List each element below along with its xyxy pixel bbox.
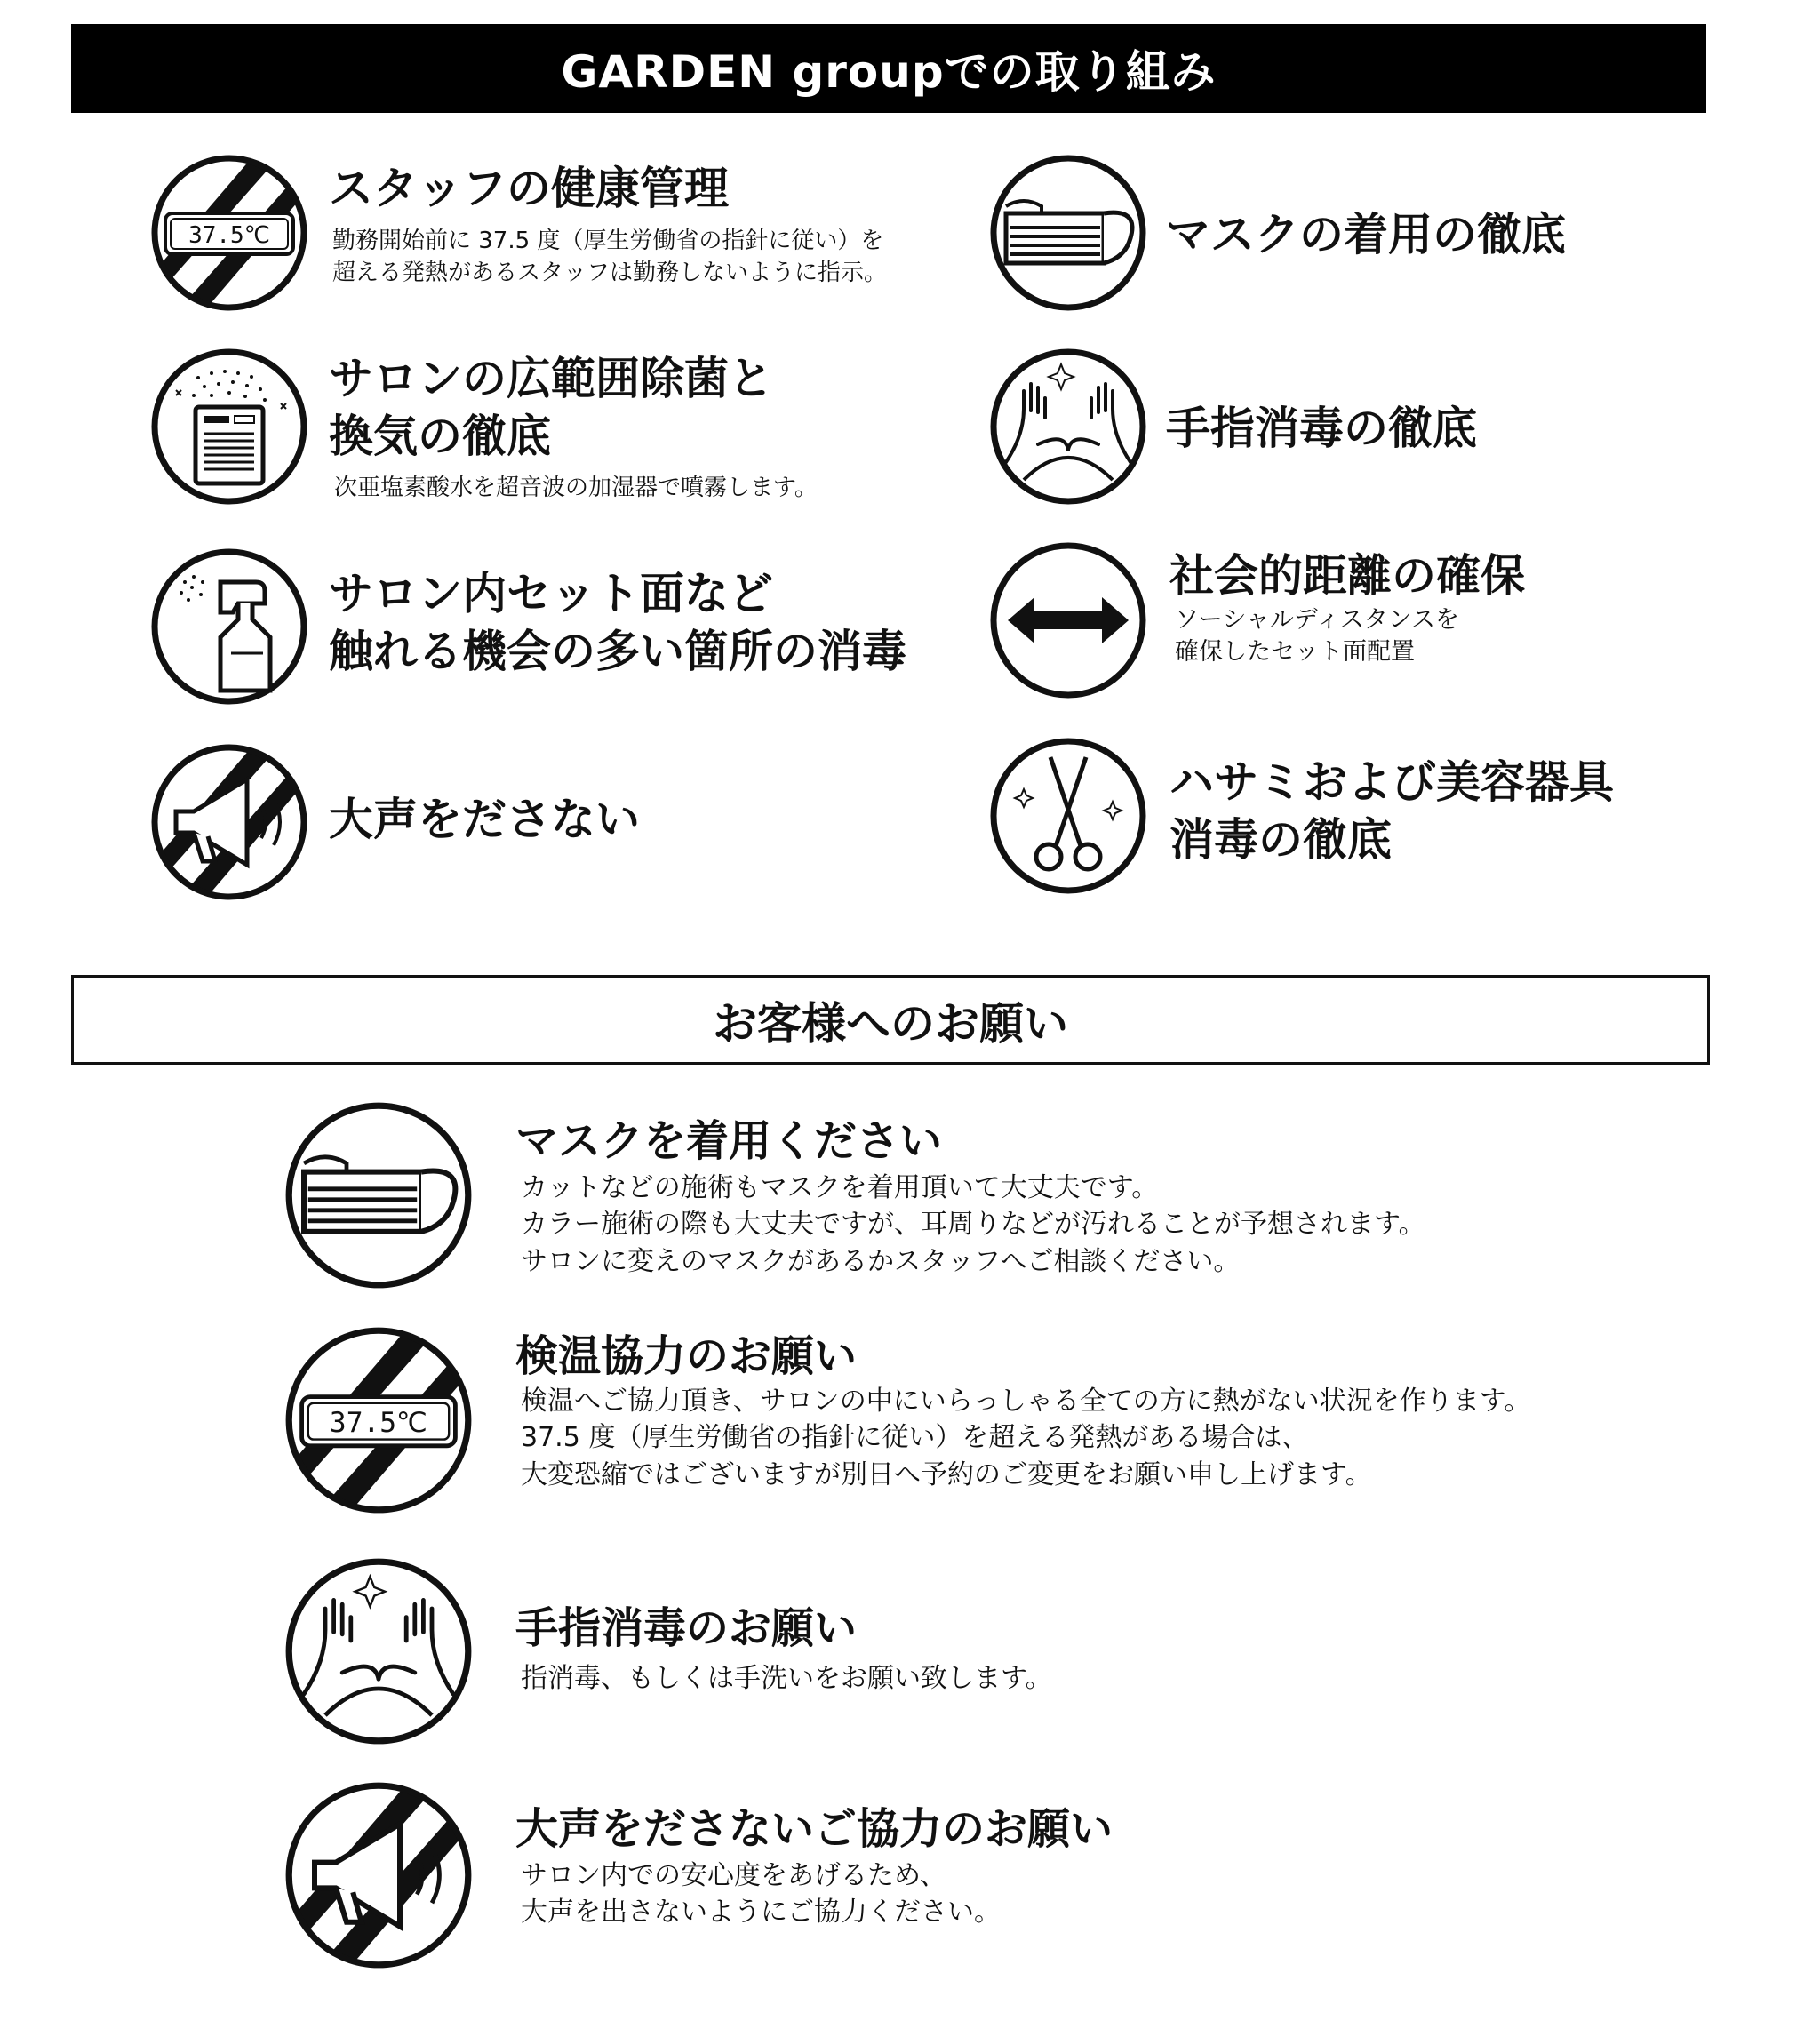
- effort-title-scissors: ハサミおよび美容器具 消毒の徹底: [1169, 756, 1614, 866]
- request-desc-hand: 指消毒、もしくは手洗いをお願い致します。: [521, 1663, 1052, 1694]
- request-title-hand: 手指消毒のお願い: [515, 1603, 858, 1653]
- request-desc-mask: カットなどの施術もマスクを着用頂いて大丈夫です。 カラー施術の際も大丈夫ですが、耳周りなどが汚れることが予想されます。 サロンに変えのマスクがあるかスタッフへご相談ください。: [521, 1172, 1425, 1277]
- request-title-mask: マスクを着用ください: [515, 1116, 943, 1166]
- effort-title-no-loud-voice: 大声をださない: [329, 794, 640, 845]
- svg-text:37.5℃: 37.5℃: [188, 222, 270, 249]
- request-desc-temperature: 検温へご協力頂き、サロンの中にいらっしゃる全ての方に熱がない状況を作ります。 37.5 度（厚生労働省の指針に従い）を超える発熱がある場合は、 大変恐縮ではございますが別日へ予約のご変更をお願い申し上げます。: [521, 1386, 1531, 1490]
- svg-text:37.5℃: 37.5℃: [329, 1407, 428, 1440]
- effort-title-salon-disinfect: サロンの広範囲除菌と 換気の徹底: [329, 353, 773, 462]
- request-desc-voice: サロン内での安心度をあげるため、 大声を出さないようにご協力ください。: [521, 1860, 1001, 1929]
- request-title-voice: 大声をださないご協力のお願い: [515, 1804, 1114, 1854]
- section-title: お客様へのお願い: [713, 997, 1068, 1050]
- section-title: GARDEN groupでの取り組み: [561, 46, 1217, 98]
- megaphone-icon: [149, 742, 309, 902]
- scissors-icon: [988, 736, 1148, 896]
- effort-desc-social-distance: ソーシャルディスタンスを 確保したセット面配置: [1175, 606, 1459, 667]
- effort-desc-salon-disinfect: 次亜塩素酸水を超音波の加湿器で噴霧します。: [334, 475, 818, 501]
- mask-icon: [283, 1099, 475, 1291]
- effort-desc-staff-health: 勤務開始前に 37.5 度（厚生労働省の指針に従い）を 超える発熱があるスタッフは勤務しないように指示。: [332, 228, 888, 286]
- thermometer-icon: [149, 153, 309, 313]
- effort-title-hand-disinfect: 手指消毒の徹底: [1166, 403, 1477, 454]
- spray-bottle-icon: [149, 547, 309, 707]
- hands-sanitize-icon: [988, 347, 1148, 507]
- section-header-efforts: [71, 24, 1706, 113]
- hands-sanitize-icon: [283, 1555, 475, 1747]
- humidifier-icon: [149, 347, 309, 507]
- effort-title-staff-health: スタッフの健康管理: [329, 163, 729, 214]
- thermometer-icon: [283, 1324, 475, 1516]
- megaphone-icon: [283, 1779, 475, 1971]
- effort-title-mask-wearing: マスクの着用の徹底: [1166, 209, 1566, 260]
- double-arrow-icon: [988, 540, 1148, 700]
- mask-icon: [988, 153, 1148, 313]
- effort-title-touch-points: サロン内セット面など 触れる機会の多い箇所の消毒: [329, 568, 906, 677]
- request-title-temperature: 検温協力のお願い: [515, 1331, 858, 1381]
- section-header-requests: [71, 975, 1710, 1065]
- effort-title-social-distance: 社会的距離の確保: [1169, 550, 1525, 602]
